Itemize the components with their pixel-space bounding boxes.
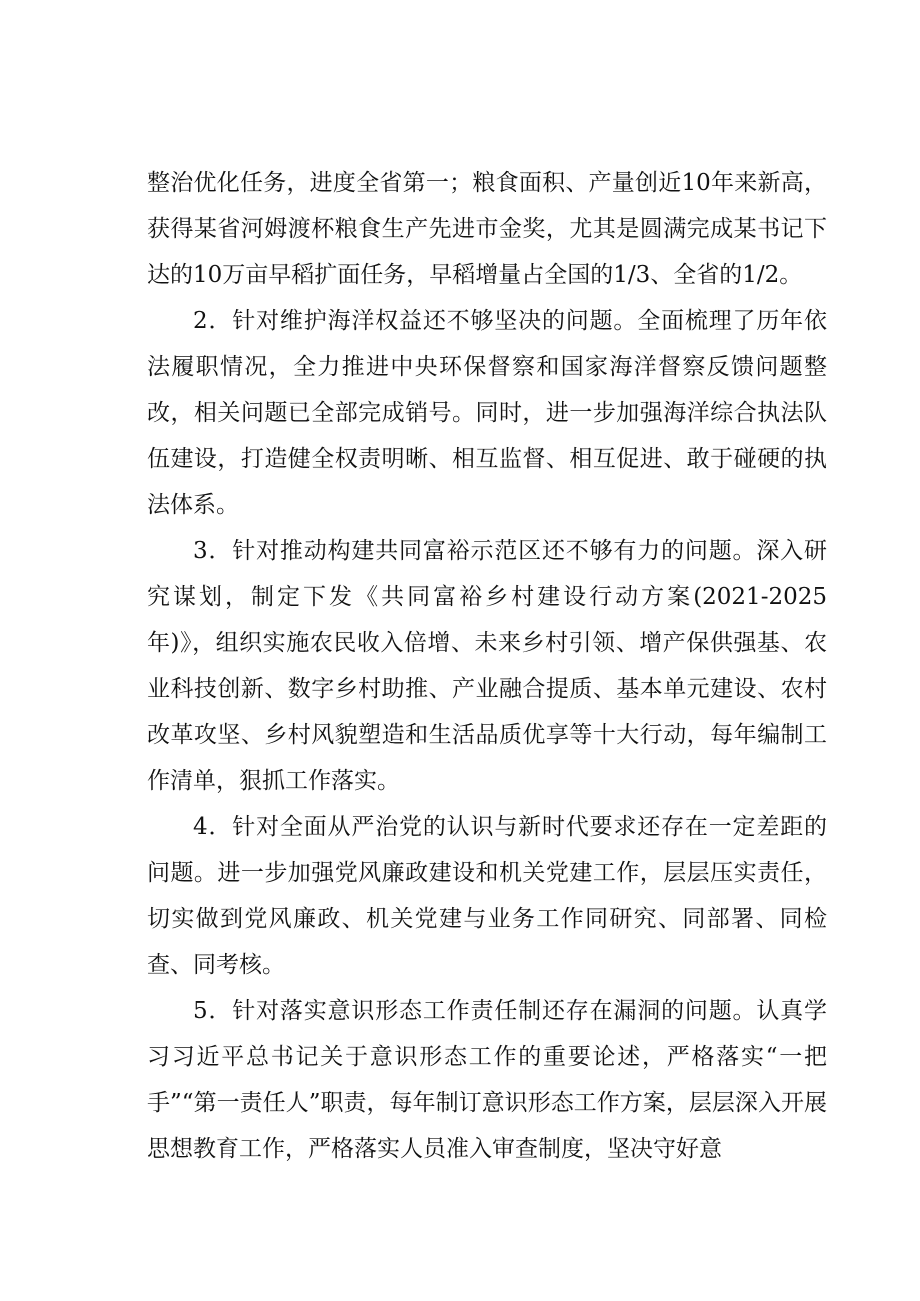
paragraph-item-4: 4．针对全面从严治党的认识与新时代要求还存在一定差距的问题。进一步加强党风廉政建设和机关党建工作，层层压实责任，切实做到党风廉政、机关党建与业务工作同研究、同部署、同检查、同考核。 [147, 814, 827, 978]
paragraph-continuation: 整治优化任务，进度全省第一；粮食面积、产量创近10年来新高，获得某省河姆渡杯粮食生产先进市金奖，尤其是圆满完成某书记下达的10万亩早稻扩面任务，早稻增量占全国的1/3、全省的1/2。 [147, 170, 827, 288]
paragraph-item-5: 5．针对落实意识形态工作责任制还存在漏洞的问题。认真学习习近平总书记关于意识形态工作的重要论述，严格落实“一把手”“第一责任人”职责，每年制订意识形态工作方案，层层深入开展思想教育工作，严格落实人员准入审查制度，坚决守好意 [147, 998, 827, 1162]
paragraph-item-2: 2．针对维护海洋权益还不够坚决的问题。全面梳理了历年依法履职情况，全力推进中央环保督察和国家海洋督察反馈问题整改，相关问题已全部完成销号。同时，进一步加强海洋综合执法队伍建设，打造健全权责明晰、相互监督、相互促进、敢于碰硬的执法体系。 [147, 308, 827, 518]
paragraph-item-3: 3．针对推动构建共同富裕示范区还不够有力的问题。深入研究谋划，制定下发《共同富裕乡村建设行动方案(2021-2025年)》，组织实施农民收入倍增、未来乡村引领、增产保供强基、农业科技创新、数字乡村助推、产业融合提质、基本单元建设、农村改革攻坚、乡村风貌塑造和生活品质优享等十大行动，每年编制工作清单，狠抓工作落实。 [147, 538, 827, 794]
document-body [147, 160, 827, 1172]
